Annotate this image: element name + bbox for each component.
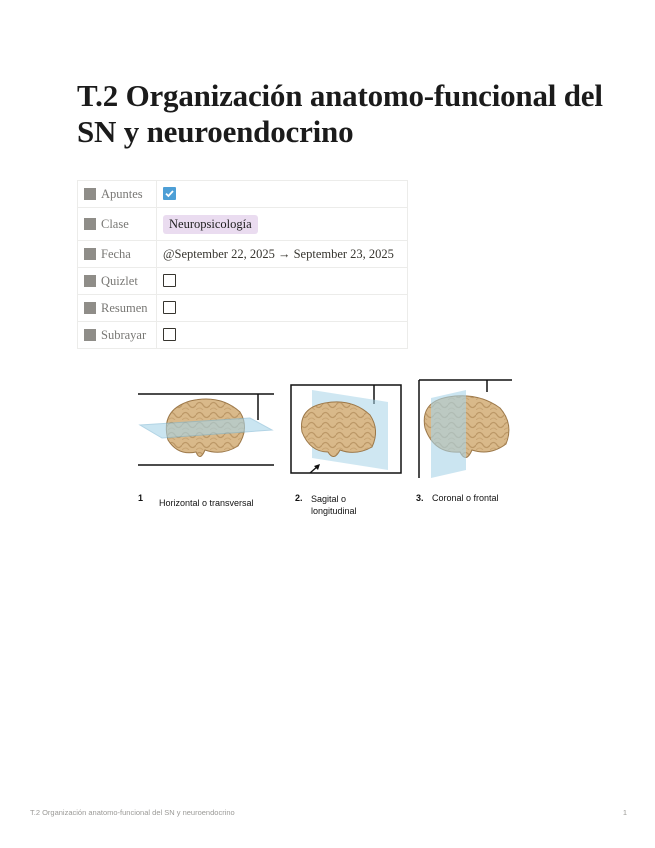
property-name: Resumen <box>101 300 148 315</box>
property-name: Fecha <box>101 246 131 261</box>
page-title: T.2 Organización anatomo-funcional del SN y neuroendocrino <box>77 78 603 149</box>
footer-page-number: 1 <box>622 808 627 817</box>
plane-caption-1: 1 <box>138 493 144 503</box>
clase-tag[interactable]: Neuropsicología <box>163 215 258 234</box>
fecha-value[interactable]: @September 22, 2025 → September 23, 2025 <box>157 241 408 268</box>
plane-label-2: Sagital o longitudinal <box>311 494 357 516</box>
plane-label-3: Coronal o frontal <box>432 493 499 503</box>
property-name: Apuntes <box>101 186 143 201</box>
footer-title: T.2 Organización anatomo-funcional del SN y neuroendocrino <box>30 808 235 817</box>
property-name: Subrayar <box>101 327 147 342</box>
plane-label-1: Horizontal o transversal <box>159 498 254 508</box>
horizontal-plane-panel <box>138 394 274 465</box>
property-name: Quizlet <box>101 273 138 288</box>
plane-caption-3: 3. <box>416 493 424 503</box>
sagittal-plane-panel <box>291 385 401 473</box>
coronal-plane-panel <box>419 380 512 478</box>
horizontal-plane <box>140 418 272 438</box>
coronal-plane <box>431 390 466 478</box>
property-name: Clase <box>101 216 129 231</box>
plane-caption-2: 2. <box>295 493 303 503</box>
